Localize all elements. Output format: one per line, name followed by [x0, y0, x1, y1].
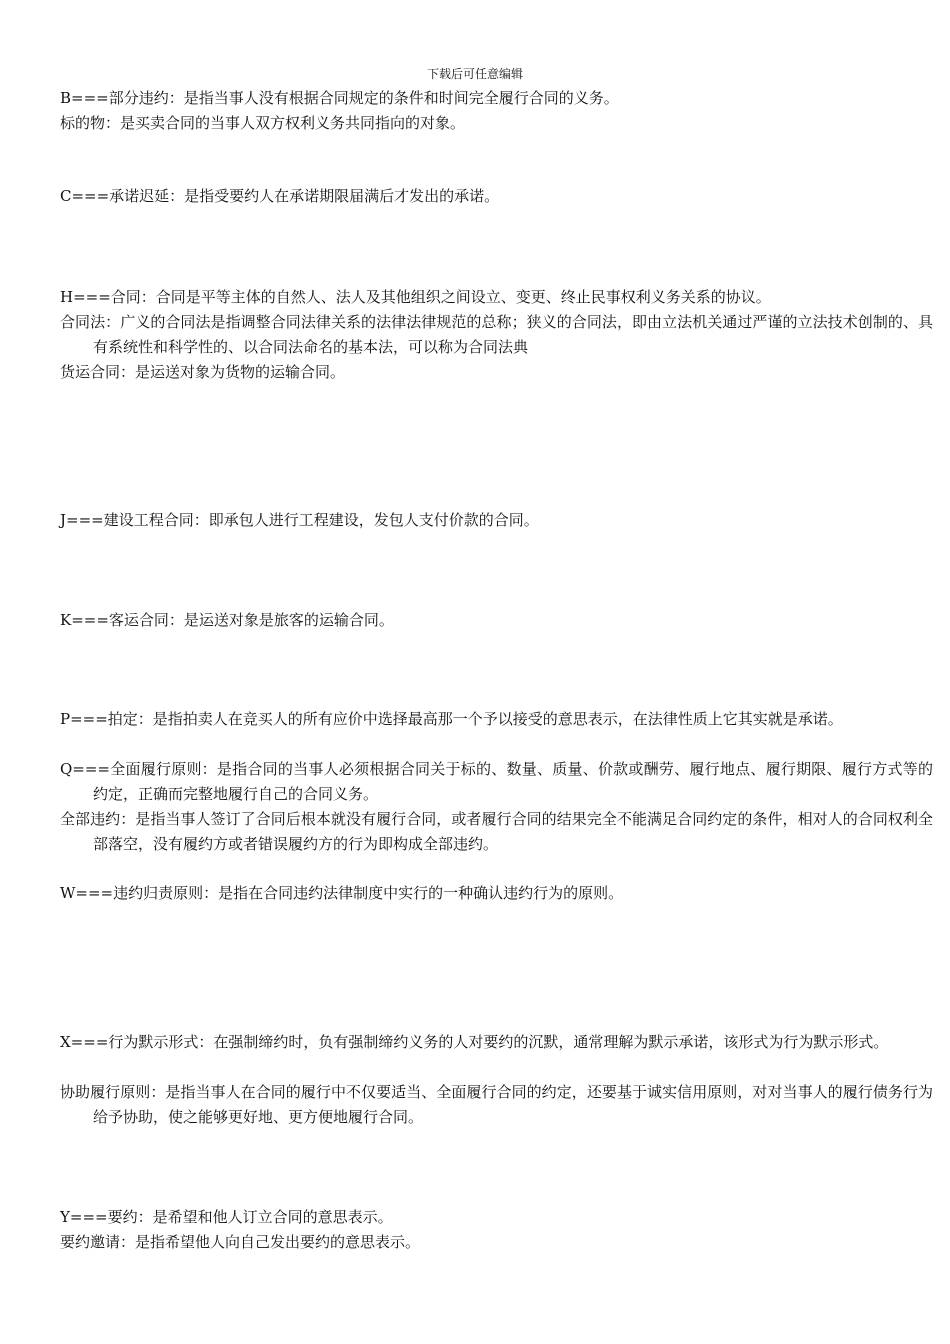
definition-entry: 全部违约：是指当事人签订了合同后根本就没有履行合同，或者履行合同的结果完全不能满足合同约定的条件，相对人的合同权利全部落空，没有履约方或者错误履约方的行为即构成全部违约。 — [60, 810, 933, 853]
definition-entry: P===拍定：是指拍卖人在竞买人的所有应价中选择最高那一个予以接受的意思表示，在法律性质上它其实就是承诺。 — [60, 710, 843, 728]
definition-entry: 货运合同：是运送对象为货物的运输合同。 — [60, 363, 346, 381]
definition-entry: 标的物：是买卖合同的当事人双方权利义务共同指向的对象。 — [60, 114, 466, 132]
definition-entry: 协助履行原则：是指当事人在合同的履行中不仅要适当、全面履行合同的约定，还要基于诚实信用原则，对对当事人的履行债务行为给予协助，使之能够更好地、更方便地履行合同。 — [60, 1083, 933, 1126]
definition-entry: X===行为默示形式：在强制缔约时，负有强制缔约义务的人对要约的沉默，通常理解为默示承诺，该形式为行为默示形式。 — [60, 1033, 889, 1051]
definition-entry: J===建设工程合同：即承包人进行工程建设，发包人支付价款的合同。 — [60, 511, 539, 529]
page-header-note: 下载后可任意编辑 — [426, 67, 523, 81]
definition-entry: Q===全面履行原则：是指合同的当事人必须根据合同关于标的、数量、质量、价款或酬劳、履行地点、履行期限、履行方式等的约定，正确而完整地履行自己的合同义务。 — [60, 760, 933, 803]
definition-entry: 合同法：广义的合同法是指调整合同法律关系的法律法律规范的总称；狭义的合同法，即由立法机关通过严谨的立法技术创制的、具有系统性和科学性的、以合同法命名的基本法，可以称为合同法典 — [60, 313, 933, 356]
definition-entry: 要约邀请：是指希望他人向自己发出要约的意思表示。 — [60, 1233, 421, 1251]
definition-entry: C===承诺迟延：是指受要约人在承诺期限届满后才发出的承诺。 — [60, 187, 500, 205]
definition-entry: H===合同：合同是平等主体的自然人、法人及其他组织之间设立、变更、终止民事权利义务关系的协议。 — [60, 288, 771, 306]
definition-entry: W===违约归责原则：是指在合同违约法律制度中实行的一种确认违约行为的原则。 — [60, 884, 624, 902]
definition-entry: B===部分违约：是指当事人没有根据合同规定的条件和时间完全履行合同的义务。 — [60, 89, 619, 107]
definition-entry: Y===要约：是希望和他人订立合同的意思表示。 — [60, 1208, 393, 1226]
definition-entry: K===客运合同：是运送对象是旅客的运输合同。 — [60, 611, 394, 629]
